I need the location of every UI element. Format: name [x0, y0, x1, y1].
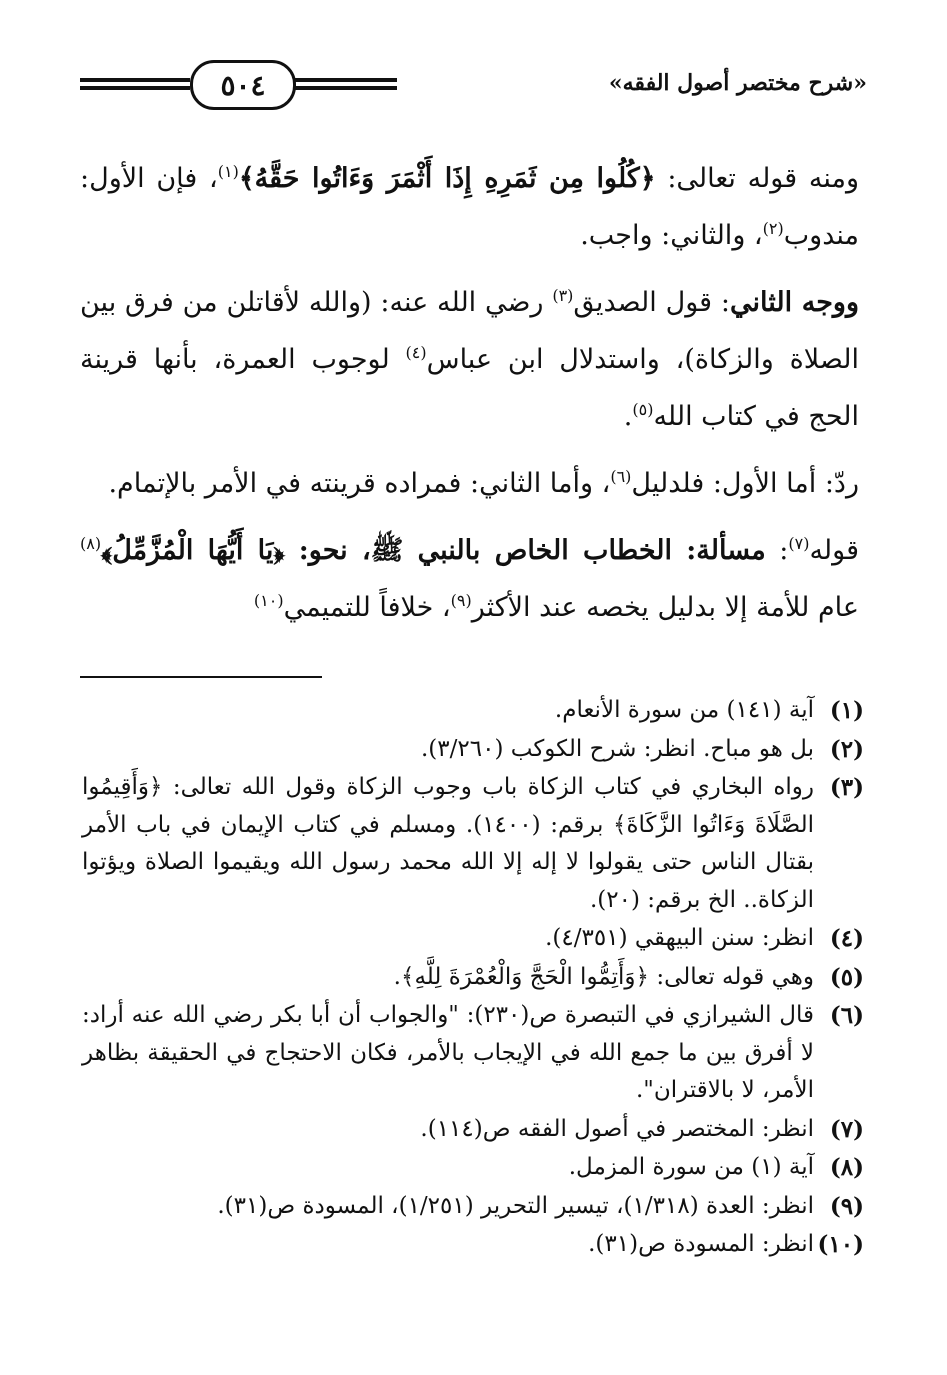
footnote-number: (٩)	[829, 1192, 864, 1220]
paragraph-4: قوله$^{(٧)}$: مسألة: الخطاب الخاص بالنبي ﷺ، نحو: ﴿يَا أَيُّهَا الْمُزَّمِّلُ﴾$^{(٨)}$ عام للأمة إلا بدليل يخصه عند الأكثر$^{(٩)}$، خلافاً للتميمي$^{(١٠)}$	[80, 534, 859, 623]
footnote-ref: (٧)	[788, 534, 810, 553]
footnote-number: (٤)	[829, 925, 864, 952]
issue-heading: مسألة: الخطاب الخاص بالنبي ﷺ، نحو:	[284, 535, 766, 566]
footnote-ref: (٣)	[552, 286, 574, 305]
footnote-number: (٨)	[829, 1154, 864, 1181]
footnote-separator	[80, 676, 322, 678]
footnote-number: (١٠)	[817, 1231, 864, 1258]
header-rule-right	[290, 42, 397, 102]
footnote-text: انظر: سنن البيهقي (٤/٣٥١).	[545, 925, 814, 951]
footnote-text: انظر: المختصر في أصول الفقه ص(١١٤).	[420, 1115, 814, 1142]
page-number: ٥٠٤	[190, 60, 296, 110]
footnote-ref: (٢)	[762, 219, 784, 238]
footnote-text: انظر: العدة (١/٣١٨)، تيسير التحرير (١/٢٥١)، المسودة ص(٣١).	[217, 1192, 814, 1219]
footnote	[82, 1149, 864, 1187]
footnote-text: انظر: المسودة ص(٣١).	[588, 1231, 814, 1257]
paragraph-1: ومنه قوله تعالى: ﴿كُلُوا مِن ثَمَرِهِ إِذَا أَثْمَرَ وَءَاتُوا حَقَّهُ﴾$^{(١)}$، فإن الأول: مندوب$^{(٢)}$، والثاني: واجب.	[80, 162, 859, 251]
footnote-text: آية (١) من سورة المزمل.	[568, 1154, 814, 1180]
section-lead: ووجه الثاني	[729, 287, 859, 318]
quran-verse: ﴿يَا أَيُّهَا الْمُزَّمِّلُ﴾	[101, 535, 285, 566]
footnote	[82, 1188, 864, 1226]
footnote-ref: (٦)	[610, 467, 632, 486]
footnote	[82, 769, 864, 919]
footnote-number: (٣)	[829, 774, 864, 801]
footnote-ref: (٥)	[632, 400, 654, 419]
footnote-number: (٧)	[829, 1115, 864, 1143]
footnote-ref: (٤)	[405, 343, 427, 362]
footnote-text: قال الشيرازي في التبصرة ص(٢٣٠): "والجواب أن أبا بكر رضي الله عنه أراد: لا أفرق بين ما جمع الله في الإيجاب بالأمر، فكان الاحتجاج في الحقيقة بظاهر الأمر، لا بالاقتران".	[82, 1002, 815, 1103]
footnote-ref: (١٠)	[253, 591, 284, 610]
footnote	[82, 959, 864, 997]
footnote-text: وهي قوله تعالى: ﴿وَأَتِمُّوا الْحَجَّ وَالْعُمْرَةَ لِلَّهِ﴾.	[393, 963, 814, 990]
footnote	[82, 1111, 864, 1149]
footnote	[82, 1226, 864, 1264]
footnote-text: آية (١٤١) من سورة الأنعام.	[554, 697, 814, 723]
running-title: «شرح مختصر أصول الفقه»	[608, 70, 867, 96]
footnote-text: رواه البخاري في كتاب الزكاة باب وجوب الزكاة وقول الله تعالى: ﴿وَأَقِيمُوا الصَّلَاةَ وَءَاتُوا الزَّكَاةَ﴾ برقم: (١٤٠٠). ومسلم في كتاب الإيمان في باب الأمر بقتال الناس حتى يقولوا لا إله إلا الله محمد رسول الله ويقيموا الصلاة ويؤتوا الزكاة.. الخ برقم: (٢٠).	[82, 774, 814, 913]
main-text	[80, 150, 859, 646]
footnote	[82, 920, 864, 958]
page-header	[80, 42, 867, 112]
footnote	[82, 997, 864, 1110]
footnotes	[82, 692, 864, 1265]
footnote-number: (٢)	[829, 735, 864, 763]
footnote-ref: (١)	[217, 162, 239, 181]
footnote-ref: (٨)	[80, 534, 102, 553]
footnote-text: بل هو مباح. انظر: شرح الكوكب (٣/٢٦٠).	[421, 735, 814, 762]
footnote-number: (٦)	[829, 1002, 864, 1029]
footnote	[82, 731, 864, 769]
footnote	[82, 692, 864, 730]
paragraph-3: ردّ: أما الأول: فلدليل$^{(٦)}$، وأما الثاني: فمراده قرينته في الأمر بالإتمام.	[108, 467, 859, 499]
footnote-number: (٥)	[829, 963, 864, 991]
header-rule-left	[80, 42, 190, 102]
quran-verse: ﴿كُلُوا مِن ثَمَرِهِ إِذَا أَثْمَرَ وَءَاتُوا حَقَّهُ﴾	[238, 163, 656, 194]
paragraph-2: ووجه الثاني: قول الصديق$^{(٣)}$ رضي الله عنه: (والله لأقاتلن من فرق بين الصلاة والزكاة)، واستدلال ابن عباس$^{(٤)}$ لوجوب العمرة، بأنها قرينة الحج في كتاب الله$^{(٥)}$.	[80, 286, 859, 432]
footnote-ref: (٩)	[450, 591, 472, 610]
footnote-number: (١)	[829, 697, 864, 724]
